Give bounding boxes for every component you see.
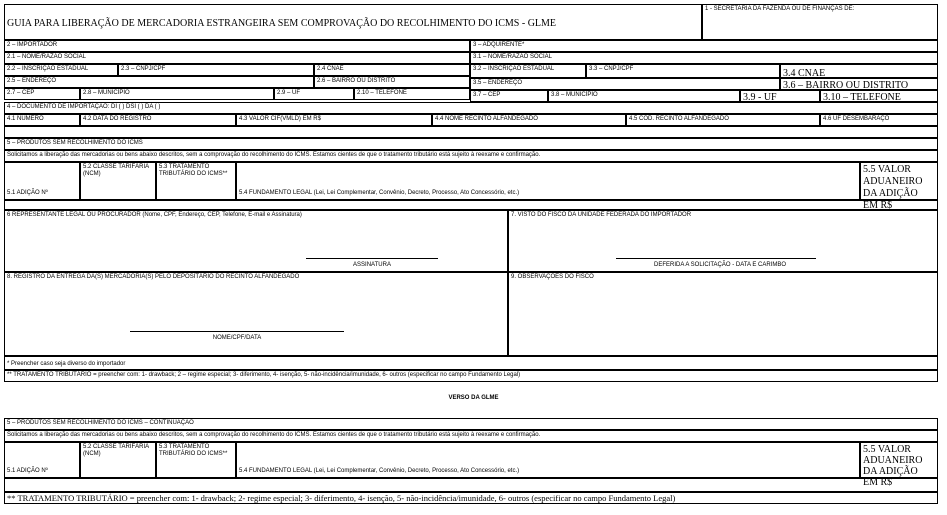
produtos-fundamento-field[interactable]: 5.4 FUNDAMENTO LEGAL (Lei, Lei Complementar, Convênio, Decreto, Processo, Ato Concessório, etc.) <box>236 162 860 200</box>
adquirente-telefone-field[interactable]: 3.10 – TELEFONE <box>820 90 938 102</box>
importador-bairro-field[interactable]: 2.6 – BAIRRO OU DISTRITO <box>314 76 470 88</box>
assinatura-line <box>306 258 438 259</box>
doc-cod-recinto-field[interactable]: 4.5 CÓD. RECINTO ALFANDEGADO <box>626 114 820 126</box>
adquirente-municipio-field[interactable]: 3.8 – MUNICÍPIO <box>548 90 740 102</box>
adquirente-bairro-field[interactable]: 3.6 – BAIRRO OU DISTRITO <box>780 78 938 90</box>
importador-endereco-field[interactable]: 2.5 – ENDEREÇO <box>4 76 314 88</box>
doc-uf-desembaraco-field[interactable]: 4.6 UF DESEMBARAÇO <box>820 114 938 126</box>
importador-cep-field[interactable]: 2.7 – CEP <box>4 88 80 100</box>
adquirente-nome-field[interactable]: 3.1 – NOME/RAZÃO SOCIAL <box>470 52 938 64</box>
importador-uf-field[interactable]: 2.9 – UF <box>274 88 354 100</box>
secretaria-field[interactable]: 1 - SECRETARIA DA FAZENDA OU DE FINANÇAS DE: <box>702 4 938 40</box>
verso-valor-field[interactable]: 5.5 VALOR ADUANEIRO DA ADIÇÃO EM R$ <box>860 442 938 478</box>
importador-municipio-field[interactable]: 2.8 – MUNICÍPIO <box>80 88 274 100</box>
documento-importacao-header[interactable]: 4 – DOCUMENTO DE IMPORTAÇÃO: DI ( ) DSI ( ) DA ( ) <box>4 102 938 114</box>
note-importador: * Preencher caso seja diverso do importador <box>4 356 938 370</box>
adquirente-ie-field[interactable]: 3.2 – INSCRIÇÃO ESTADUAL <box>470 64 586 78</box>
produtos-valor-field[interactable]: 5.5 VALOR ADUANEIRO DA ADIÇÃO EM R$ <box>860 162 938 200</box>
doc-valor-cif-field[interactable]: 4.3 VALOR CIF(VMLD) EM R$ <box>236 114 432 126</box>
doc-data-registro-field[interactable]: 4.2 DATA DO REGISTRO <box>80 114 236 126</box>
produtos-blank-row[interactable] <box>4 200 938 210</box>
verso-solicitacao: Solicitamos a liberação das mercadorias ou bens abaixo descritos, sem a comprovação do recolhimento do ICMS. Estamos cientes de que o tratamento tributário está sujeito à reexame e confirmação. <box>4 430 938 442</box>
deferida-line <box>616 258 816 259</box>
verso-tratamento-field[interactable]: 5.3 TRATAMENTO TRIBUTÁRIO DO ICMS** <box>156 442 236 478</box>
visto-fisco-field[interactable]: 7. VISTO DO FISCO DA UNIDADE FEDERADA DO IMPORTADOR <box>508 210 938 272</box>
representante-field[interactable]: 6 REPRESENTANTE LEGAL OU PROCURADOR (Nome, CPF, Endereço, CEP, Telefone, E-mail e Assinatura) <box>4 210 508 272</box>
adquirente-header: 3 – ADQUIRENTE* <box>470 40 938 52</box>
note-tratamento: ** TRATAMENTO TRIBUTÁRIO = preencher com: 1- drawback; 2 – regime especial; 3- diferimento, 4- isenção, 5- não-incidência/imunidade, 6- outros (especificar no campo Fundamento Legal) <box>4 370 938 382</box>
nome-cpf-data-caption: NOME/CPF/DATA <box>212 335 262 341</box>
doc-numero-field[interactable]: 4.1 NÚMERO <box>4 114 80 126</box>
adquirente-cep-field[interactable]: 3.7 – CEP <box>470 90 548 102</box>
adquirente-uf-field[interactable]: 3.9 - UF <box>740 90 820 102</box>
registro-entrega-field[interactable]: 8. REGISTRO DA ENTREGA DA(S) MERCADORIA(S) PELO DEPOSITÁRIO DO RECINTO ALFANDEGADO <box>4 272 508 356</box>
assinatura-caption: ASSINATURA <box>353 262 391 268</box>
adquirente-cnpj-field[interactable]: 3.3 – CNPJ/CPF <box>586 64 780 78</box>
verso-ncm-field[interactable]: 5.2 CLASSE TARIFÁRIA (NCM) <box>80 442 156 478</box>
verso-fundamento-field[interactable]: 5.4 FUNDAMENTO LEGAL (Lei, Lei Complementar, Convênio, Decreto, Processo, Ato Concessório, etc.) <box>236 442 860 478</box>
importador-header: 2 – IMPORTADOR <box>4 40 470 52</box>
importador-telefone-field[interactable]: 2.10 – TELEFONE <box>354 88 470 100</box>
verso-blank-row[interactable] <box>4 478 938 492</box>
verso-produtos-header: 5 – PRODUTOS SEM RECOLHIMENTO DO ICMS – CONTINUAÇÃO <box>4 418 938 430</box>
adquirente-cnae-field[interactable]: 3.4 CNAE <box>780 64 938 78</box>
doc-nome-recinto-field[interactable]: 4.4 NOME RECINTO ALFANDEGADO <box>432 114 626 126</box>
doc-blank-row[interactable] <box>4 126 938 138</box>
nome-cpf-data-line <box>130 331 344 332</box>
verso-note-tratamento: ** TRATAMENTO TRIBUTÁRIO = preencher com: 1- drawback; 2- regime especial; 3- diferimento, 4- isenção, 5- não-incidência/imunidade, 6- outros (especificar no campo Fundamento Legal) <box>4 492 938 504</box>
importador-cnae-field[interactable]: 2.4 CNAE <box>314 64 470 76</box>
importador-cnpj-field[interactable]: 2.3 – CNPJ/CPF <box>118 64 314 76</box>
importador-ie-field[interactable]: 2.2 – INSCRIÇÃO ESTADUAL <box>4 64 118 76</box>
produtos-tratamento-field[interactable]: 5.3 TRATAMENTO TRIBUTÁRIO DO ICMS** <box>156 162 236 200</box>
produtos-ncm-field[interactable]: 5.2 CLASSE TARIFÁRIA (NCM) <box>80 162 156 200</box>
produtos-solicitacao: Solicitamos a liberação das mercadorias ou bens abaixo descritos, sem a comprovação do recolhimento do ICMS. Estamos cientes de que o tratamento tributário está sujeito à reexame e confirmação. <box>4 150 938 162</box>
verso-adicao-field[interactable]: 5.1 ADIÇÃO Nº <box>4 442 80 478</box>
observacoes-fisco-field[interactable]: 9. OBSERVAÇÕES DO FISCO <box>508 272 938 356</box>
form-title: GUIA PARA LIBERAÇÃO DE MERCADORIA ESTRANGEIRA SEM COMPROVAÇÃO DO RECOLHIMENTO DO ICMS - GLME <box>4 4 702 40</box>
verso-heading: VERSO DA GLME <box>448 395 499 401</box>
produtos-adicao-field[interactable]: 5.1 ADIÇÃO Nº <box>4 162 80 200</box>
adquirente-endereco-field[interactable]: 3.5 – ENDEREÇO <box>470 78 780 90</box>
importador-nome-field[interactable]: 2.1 – NOME/RAZÃO SOCIAL <box>4 52 470 64</box>
produtos-header: 5 – PRODUTOS SEM RECOLHIMENTO DO ICMS <box>4 138 938 150</box>
deferida-caption: DEFERIDA A SOLICITAÇÃO - DATA E CARIMBO <box>653 262 787 268</box>
